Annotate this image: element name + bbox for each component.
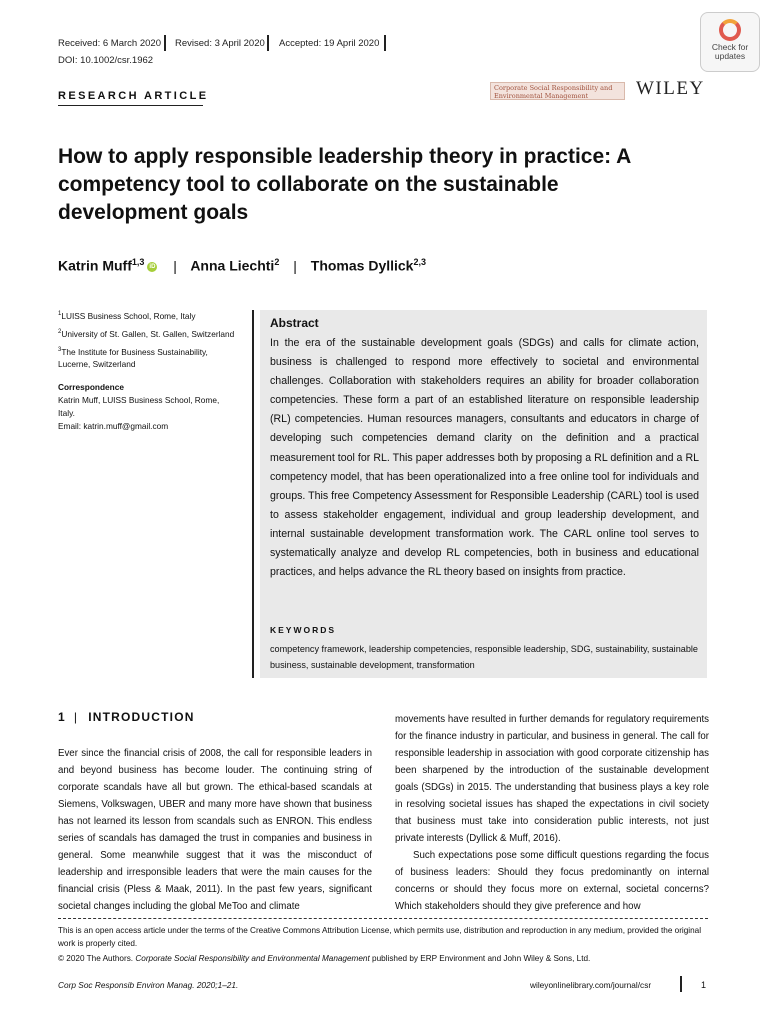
- affiliation-item: $^3$The Institute for Business Sustainability, Lucerne, Switzerland: [58, 346, 208, 370]
- check-for-updates-badge[interactable]: [700, 12, 760, 72]
- journal-logo: Corporate Social Responsibility and Environmental Management: [490, 82, 625, 100]
- author-separator: |: [293, 257, 297, 274]
- page-number: 1: [701, 980, 707, 990]
- body-column-left: Ever since the financial crisis of 2008, the call for responsible leaders in and beyond business has become louder. The continuing string of corporate scandals have all but grown. The ethical-based scandals at Siemens, Volkswagen, UBER and many more have shown that business has not learned its lesson from scandals such as ENRON. This endless series of scandals has damaged the trust in companies and business in general. Some meanwhile suggest that it was the misconduct of leadership and irresponsible leaders that were the main causes for the financial crisis (Pless & Maak, 2011). In the past few years, significant societal changes including the global MeToo and climate: [58, 748, 372, 912]
- author-name[interactable]: Thomas Dyllick: [310, 257, 414, 274]
- correspondence-text: Katrin Muff, LUISS Business School, Rome, Italy.: [58, 395, 220, 419]
- received-date: Received: 6 March 2020: [58, 38, 161, 49]
- license-notice: This is an open access article under the terms of the Creative Commons Attribution License, which permits use, distribution and reproduction in any medium, provided the original work is properly cited.: [58, 926, 702, 948]
- abstract-heading: Abstract: [270, 316, 319, 330]
- revised-date: Revised: 3 April 2020: [175, 38, 265, 49]
- footnote-divider: [58, 918, 708, 919]
- body-paragraph: Such expectations pose some difficult questions regarding the focus of business leaders: Should they focus predominantly on internal concerns or should they focus more on external, societal concerns? Which stakeholders should they give preference and how: [395, 850, 709, 912]
- affiliation-item: $^2$University of St. Gallen, St. Gallen, Switzerland: [58, 328, 235, 339]
- abstract-rule: [252, 310, 254, 678]
- body-paragraph: movements have resulted in further demands for regulatory requirements for the finance industry in particular, and business in general. The call for responsible leadership in association with good corporate citizenship has been sharpened by the introduction of the sustainable development goals (SDGs) in 2015. The understanding that business plays a key role in resolving societal issues has shaped the expectations in civil society that business must take into consideration public interests, not just private interests (Dyllick & Muff, 2016).: [395, 714, 709, 844]
- orcid-icon[interactable]: iD: [149, 263, 156, 270]
- correspondence: [58, 381, 238, 433]
- author-name[interactable]: Anna Liechti: [190, 257, 275, 274]
- accepted-date: Accepted: 19 April 2020: [279, 38, 380, 49]
- article-type: RESEARCH ARTICLE: [58, 90, 209, 102]
- author-affiliation: 2: [274, 257, 280, 267]
- copyright-notice: © 2020 The Authors. Corporate Social Responsibility and Environmental Management published by ERP Environment and John Wiley & Sons, Ltd.: [58, 954, 591, 963]
- footer-citation: Corp Soc Responsib Environ Manag. 2020;1–21.: [58, 980, 239, 990]
- author-affiliation: 2,3: [413, 257, 426, 267]
- header-divider: [267, 35, 269, 51]
- header-divider: [384, 35, 386, 51]
- check-for-updates-label: Check for updates: [711, 42, 749, 61]
- abstract-text: In the era of the sustainable development goals (SDGs) and calls for climate action, business is challenged to respond more effectively to societal and environmental challenges. Collaboration with stakeholders requires an ability for broader collaboration competencies. These form a part of an established literature on responsible leadership (RL) competencies. Human resources managers, consultants and educators in charge of developing such competencies demand clarity on the definition and a practical measurement tool for RL. This paper addresses both by proposing a RL definition and a RL competency model, that has been operationalized into a free online tool for individuals and groups. This free Competency Assessment for Responsible Leadership (CARL) tool is used to assess stakeholder engagement, individual and group leadership development, and internal sustainable development transformation work. The CARL online tool serves to systematically analyze and develop RL competencies, both in business and educational practices, and helps advance the RL theory based on insights from practice.: [270, 337, 699, 579]
- body-column-right: [395, 711, 709, 915]
- author-name[interactable]: Katrin Muff: [58, 257, 132, 274]
- affiliation-item: $^1$LUISS Business School, Rome, Italy: [58, 310, 196, 321]
- correspondence-email[interactable]: Email: katrin.muff@gmail.com: [58, 421, 169, 432]
- publisher-logo: WILEY: [636, 78, 705, 99]
- author-list: [58, 257, 426, 274]
- author-separator: |: [173, 257, 177, 274]
- section-separator: |: [73, 710, 79, 724]
- correspondence-heading: Correspondence: [58, 382, 124, 393]
- doi[interactable]: DOI: 10.1002/csr.1962: [58, 55, 154, 66]
- article-title: How to apply responsible leadership theory in practice: A competency tool to collaborate on the sustainable development goals: [58, 145, 631, 224]
- bookmark-icon: [719, 19, 741, 41]
- section-heading: [58, 710, 195, 724]
- affiliations: [58, 308, 238, 436]
- keywords-text: competency framework, leadership competencies, responsible leadership, SDG, sustainability, sustainable business, sustainable development, transformation: [270, 644, 698, 670]
- header-divider: [164, 35, 166, 51]
- article-type-underline: [58, 105, 203, 106]
- section-number: 1: [58, 710, 66, 724]
- keywords-heading: KEYWORDS: [270, 625, 337, 635]
- footer-url[interactable]: wileyonlinelibrary.com/journal/csr: [530, 980, 652, 990]
- footer-divider: [680, 976, 682, 992]
- author-affiliation: 1,3: [131, 257, 145, 267]
- section-title: INTRODUCTION: [88, 710, 195, 724]
